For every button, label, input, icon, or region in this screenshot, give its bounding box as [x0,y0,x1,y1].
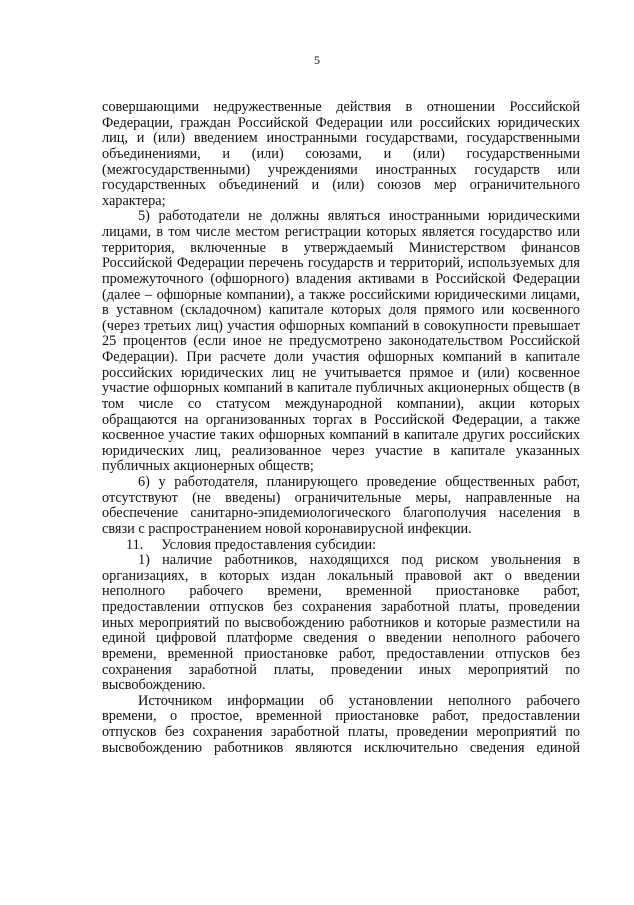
text-line: объединениями, и (или) союзами, и (или) государственными [102,146,580,162]
text-line: территория, включенные в утверждаемый Министерством финансов [102,240,580,256]
text-line: лицами, в том числе местом регистрации которых является государство или [102,225,580,240]
text-line: неполного рабочего времени, временной приостановке работ, [102,584,580,600]
document-body [102,100,580,756]
text-line: участие офшорных компаний в капитале публичных акционерных обществ (в [102,381,580,397]
text-line: промежуточного (офшорного) владения активами в Российской Федерации [102,271,580,287]
text-line: единой цифровой платформе сведения о введении неполного рабочего [102,631,580,647]
text-line: Источником информации об установлении неполного рабочего [138,693,580,709]
text-line: Российской Федерации перечень государств и территорий, используемых для [102,256,580,272]
text-line: высвобождению. [102,678,206,694]
text-line: совершающими недружественные действия в отношении Российской [102,100,580,115]
text-line: юридических лиц, реализованное через участие в капитале указанных [102,443,580,459]
text-line: 6) у работодателя, планирующего проведение общественных работ, [138,475,580,490]
text-line: Федерации, граждан Российской Федерации или российских юридических [102,115,580,131]
text-line: времени, временной приостановке работ, предоставлении отпусков без [102,646,580,662]
text-line: 5) работодатели не должны являться иностранными юридическими [138,209,580,225]
text-line: государственных объединений и (или) союзов мер ограничительного [102,178,580,194]
text-line: том числе со статусом международной компании), акции которых [102,396,580,412]
text-line: отпусков без сохранения заработной платы, проведении мероприятий по [102,725,580,740]
text-line: времени, о простое, временной приостановке работ, предоставлении [102,709,580,725]
text-line: характера; [102,193,166,209]
text-line: 11. Условия предоставления субсидии: [126,537,377,553]
text-line: публичных акционерных обществ; [102,459,314,475]
text-line: предоставлении отпусков без сохранения заработной платы, проведении [102,600,580,615]
text-line: 1) наличие работников, находящихся под риском увольнения в [138,553,580,569]
text-line: (далее – офшорные компании), а также российскими юридическими лицами, [102,287,580,303]
text-line: Федерации). При расчете доли участия офшорных компаний в капитале [102,350,580,365]
text-line: связи с распространением новой коронавирусной инфекции. [102,521,472,537]
text-line: лиц, и (или) введением иностранными государствами, государственными [102,131,580,147]
text-line: 25 процентов (если иное не предусмотрено законодательством Российской [102,334,580,350]
page-number: 5 [314,53,320,67]
text-line: (через третьих лиц) участия офшорных компаний в совокупности превышает [102,318,580,334]
text-line: иных мероприятий по высвобождению работников и которые разместили на [102,615,580,631]
text-line: косвенное участие таких офшорных компаний в капитале других российских [102,428,580,444]
text-line: высвобождению работников являются исключительно сведения единой [102,740,580,756]
text-line: российских юридических лиц не учитывается прямое и (или) косвенное [102,365,580,381]
text-line: (межгосударственными) учреждениями иностранных государств или [102,162,580,178]
text-line: организациях, в которых издан локальный правовой акт о введении [102,568,580,584]
text-line: отсутствуют (не введены) ограничительные меры, направленные на [102,490,580,506]
text-line: обращаются на организованных торгах в Российской Федерации, а также [102,412,580,428]
text-line: обеспечение санитарно-эпидемиологического благополучия населения в [102,506,580,522]
text-line: сохранения заработной платы, проведении иных мероприятий по [102,662,580,678]
text-line: в уставном (складочном) капитале которых доля прямого или косвенного [102,303,580,319]
